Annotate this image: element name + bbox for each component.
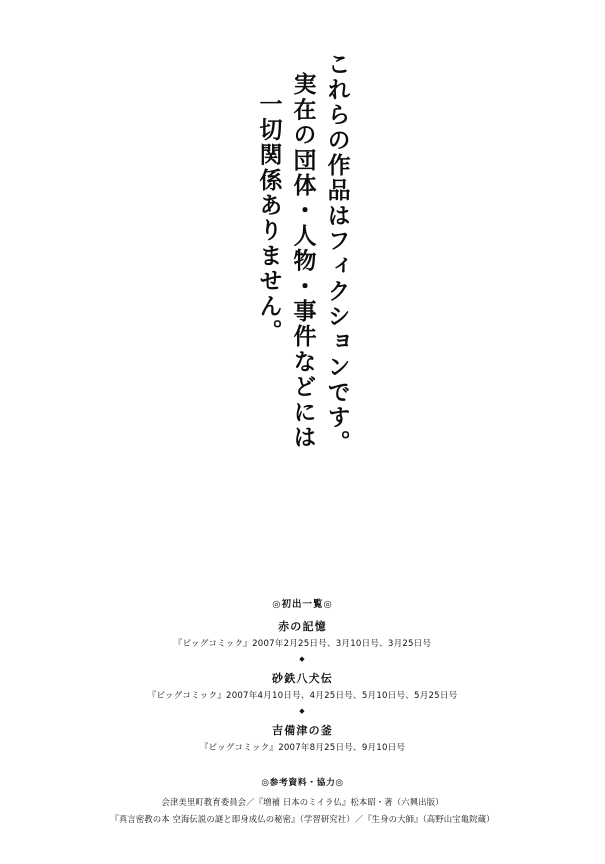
disclaimer-line-2: 実在の団体・人物・事件などには	[289, 72, 317, 450]
entry-separator: ◆	[299, 655, 306, 663]
entry-detail: 『ビッグコミック』2007年4月10日号、4月25日号、5月10日号、5月25日号	[147, 691, 458, 701]
list-item	[0, 722, 605, 753]
entry-title: 砂鉄八犬伝	[272, 672, 333, 685]
entry-title: 吉備津の釜	[272, 724, 333, 737]
credits-block	[0, 596, 605, 829]
list-item	[0, 618, 605, 649]
first-publication-heading: ◎初出一覧◎	[272, 599, 333, 610]
disclaimer-block	[0, 52, 605, 472]
entry-title: 赤の記憶	[278, 620, 327, 633]
reference-line: 会津美里町教育委員会／『増補 日本のミイラ仏』松本昭・著（六興出版）	[161, 797, 444, 807]
disclaimer-line-3: 一切関係ありません。	[255, 92, 283, 344]
disclaimer-line-1: これらの作品はフィクションです。	[323, 52, 351, 456]
entry-detail: 『ビッグコミック』2007年2月25日号、3月10日号、3月25日号	[173, 639, 432, 649]
entry-detail: 『ビッグコミック』2007年8月25日号、9月10日号	[199, 743, 406, 753]
list-item	[0, 670, 605, 701]
reference-line: 『真言密教の本 空海伝説の謎と即身成仏の秘密』（学習研究社）／『生身の大師』（高野山宝亀院蔵）	[110, 813, 495, 824]
entry-separator: ◆	[299, 707, 306, 715]
references-heading: ◎参考資料・協力◎	[261, 778, 344, 788]
